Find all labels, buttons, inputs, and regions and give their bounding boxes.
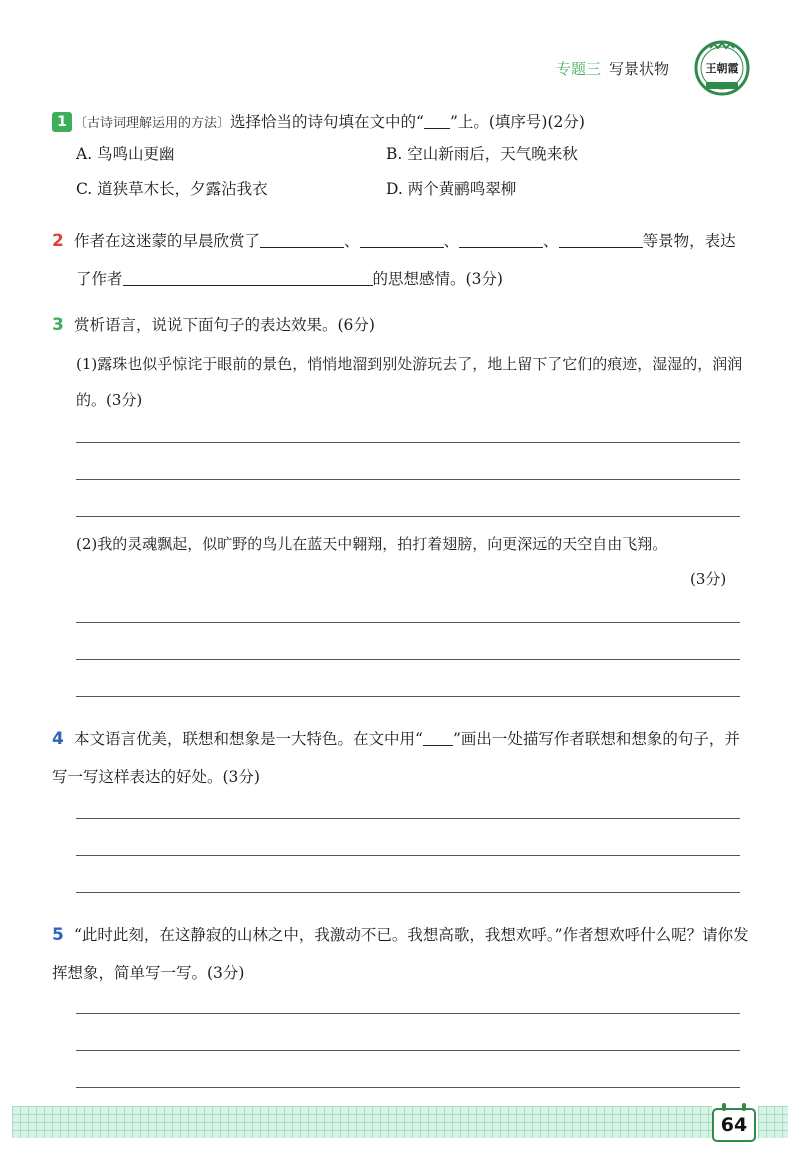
- answer-line[interactable]: [76, 696, 740, 697]
- answer-line[interactable]: [76, 892, 740, 893]
- footer-grid-band-right: [758, 1106, 788, 1138]
- question-2: [52, 222, 752, 298]
- question-2-sep-1: 、: [344, 232, 360, 250]
- question-1-option-c: C. 道狭草木长，夕露沾我衣: [76, 180, 268, 198]
- question-2-blank-3[interactable]: [459, 232, 543, 248]
- question-1-stem-b: ”上。(填序号)(2分): [449, 113, 585, 131]
- question-2-text-b: 等景物，表达: [642, 232, 736, 250]
- answer-line[interactable]: [76, 818, 740, 819]
- question-2-sep-2: 、: [443, 232, 460, 250]
- question-1-number: 1: [52, 112, 72, 132]
- question-2-blank-4[interactable]: [559, 232, 643, 248]
- answer-line[interactable]: [76, 1087, 740, 1088]
- topic-name: 写景状物: [609, 60, 670, 78]
- question-2-text-d: 的思想感情。(3分): [372, 270, 503, 288]
- question-1: [52, 103, 752, 143]
- topic-heading: [556, 58, 669, 79]
- question-1-blank: [424, 113, 450, 129]
- answer-line[interactable]: [76, 659, 740, 660]
- topic-number: 专题三: [556, 60, 602, 78]
- question-2-blank-1[interactable]: [260, 232, 344, 248]
- question-5: [52, 916, 752, 992]
- question-4: [52, 720, 752, 796]
- answer-line[interactable]: [76, 442, 740, 443]
- question-5-number: 5: [52, 925, 64, 945]
- question-3-sub-1: (1)露珠也似乎惊诧于眼前的景色，悄悄地溜到别处游玩去了，地上留下了它们的痕迹，湿湿的，润润的。(3分): [76, 355, 743, 409]
- logo-text: 王朝霞: [705, 62, 739, 75]
- question-3-sub-2: (2)我的灵魂飘起，似旷野的鸟儿在蓝天中翱翔，拍打着翅膀，向更深远的天空自由飞翔。: [76, 535, 668, 553]
- question-4-number: 4: [52, 729, 64, 749]
- brand-logo-icon: [694, 40, 750, 96]
- answer-line[interactable]: [76, 855, 740, 856]
- question-4-text-a: 本文语言优美，联想和想象是一大特色。在文中用“: [74, 730, 423, 748]
- question-5-text: “此时此刻，在这静寂的山林之中，我激动不已。我想高歌，我想欢呼。”作者想欢呼什么呢？请你发挥想象，简单写一写。(3分): [52, 926, 749, 982]
- answer-line[interactable]: [76, 479, 740, 480]
- question-4-text-b: ”画出一处描写作者联想和想象的句子，并写一写这样表达的好处。(3分): [52, 730, 740, 786]
- question-1-stem-a: 选择恰当的诗句填在文中的“: [230, 113, 424, 131]
- question-2-blank-2[interactable]: [360, 232, 444, 248]
- question-1-option-b: B. 空山新雨后，天气晚来秋: [386, 145, 578, 163]
- question-3: [52, 306, 752, 344]
- question-4-underline-mark: [423, 730, 453, 746]
- question-2-text-c: 了作者: [76, 270, 123, 288]
- question-1-tag: 〔古诗词理解运用的方法〕: [74, 116, 231, 131]
- question-1-option-a: A. 鸟鸣山更幽: [76, 145, 175, 163]
- question-3-stem: 赏析语言，说说下面句子的表达效果。(6分): [74, 316, 375, 334]
- question-2-number: 2: [52, 231, 64, 251]
- question-3-sub-2-score: (3分): [690, 570, 727, 588]
- answer-line[interactable]: [76, 1013, 740, 1014]
- question-2-text-a: 作者在这迷蒙的早晨欣赏了: [74, 232, 261, 250]
- footer-grid-band: [12, 1106, 712, 1138]
- question-3-number: 3: [52, 315, 64, 335]
- page-header: [0, 0, 800, 110]
- question-2-sep-3: 、: [543, 232, 559, 250]
- answer-line[interactable]: [76, 1050, 740, 1051]
- question-1-option-d: D. 两个黄鹂鸣翠柳: [386, 180, 517, 198]
- answer-line[interactable]: [76, 622, 740, 623]
- question-2-blank-5[interactable]: [123, 270, 373, 286]
- page-number: 64: [712, 1108, 756, 1142]
- answer-line[interactable]: [76, 516, 740, 517]
